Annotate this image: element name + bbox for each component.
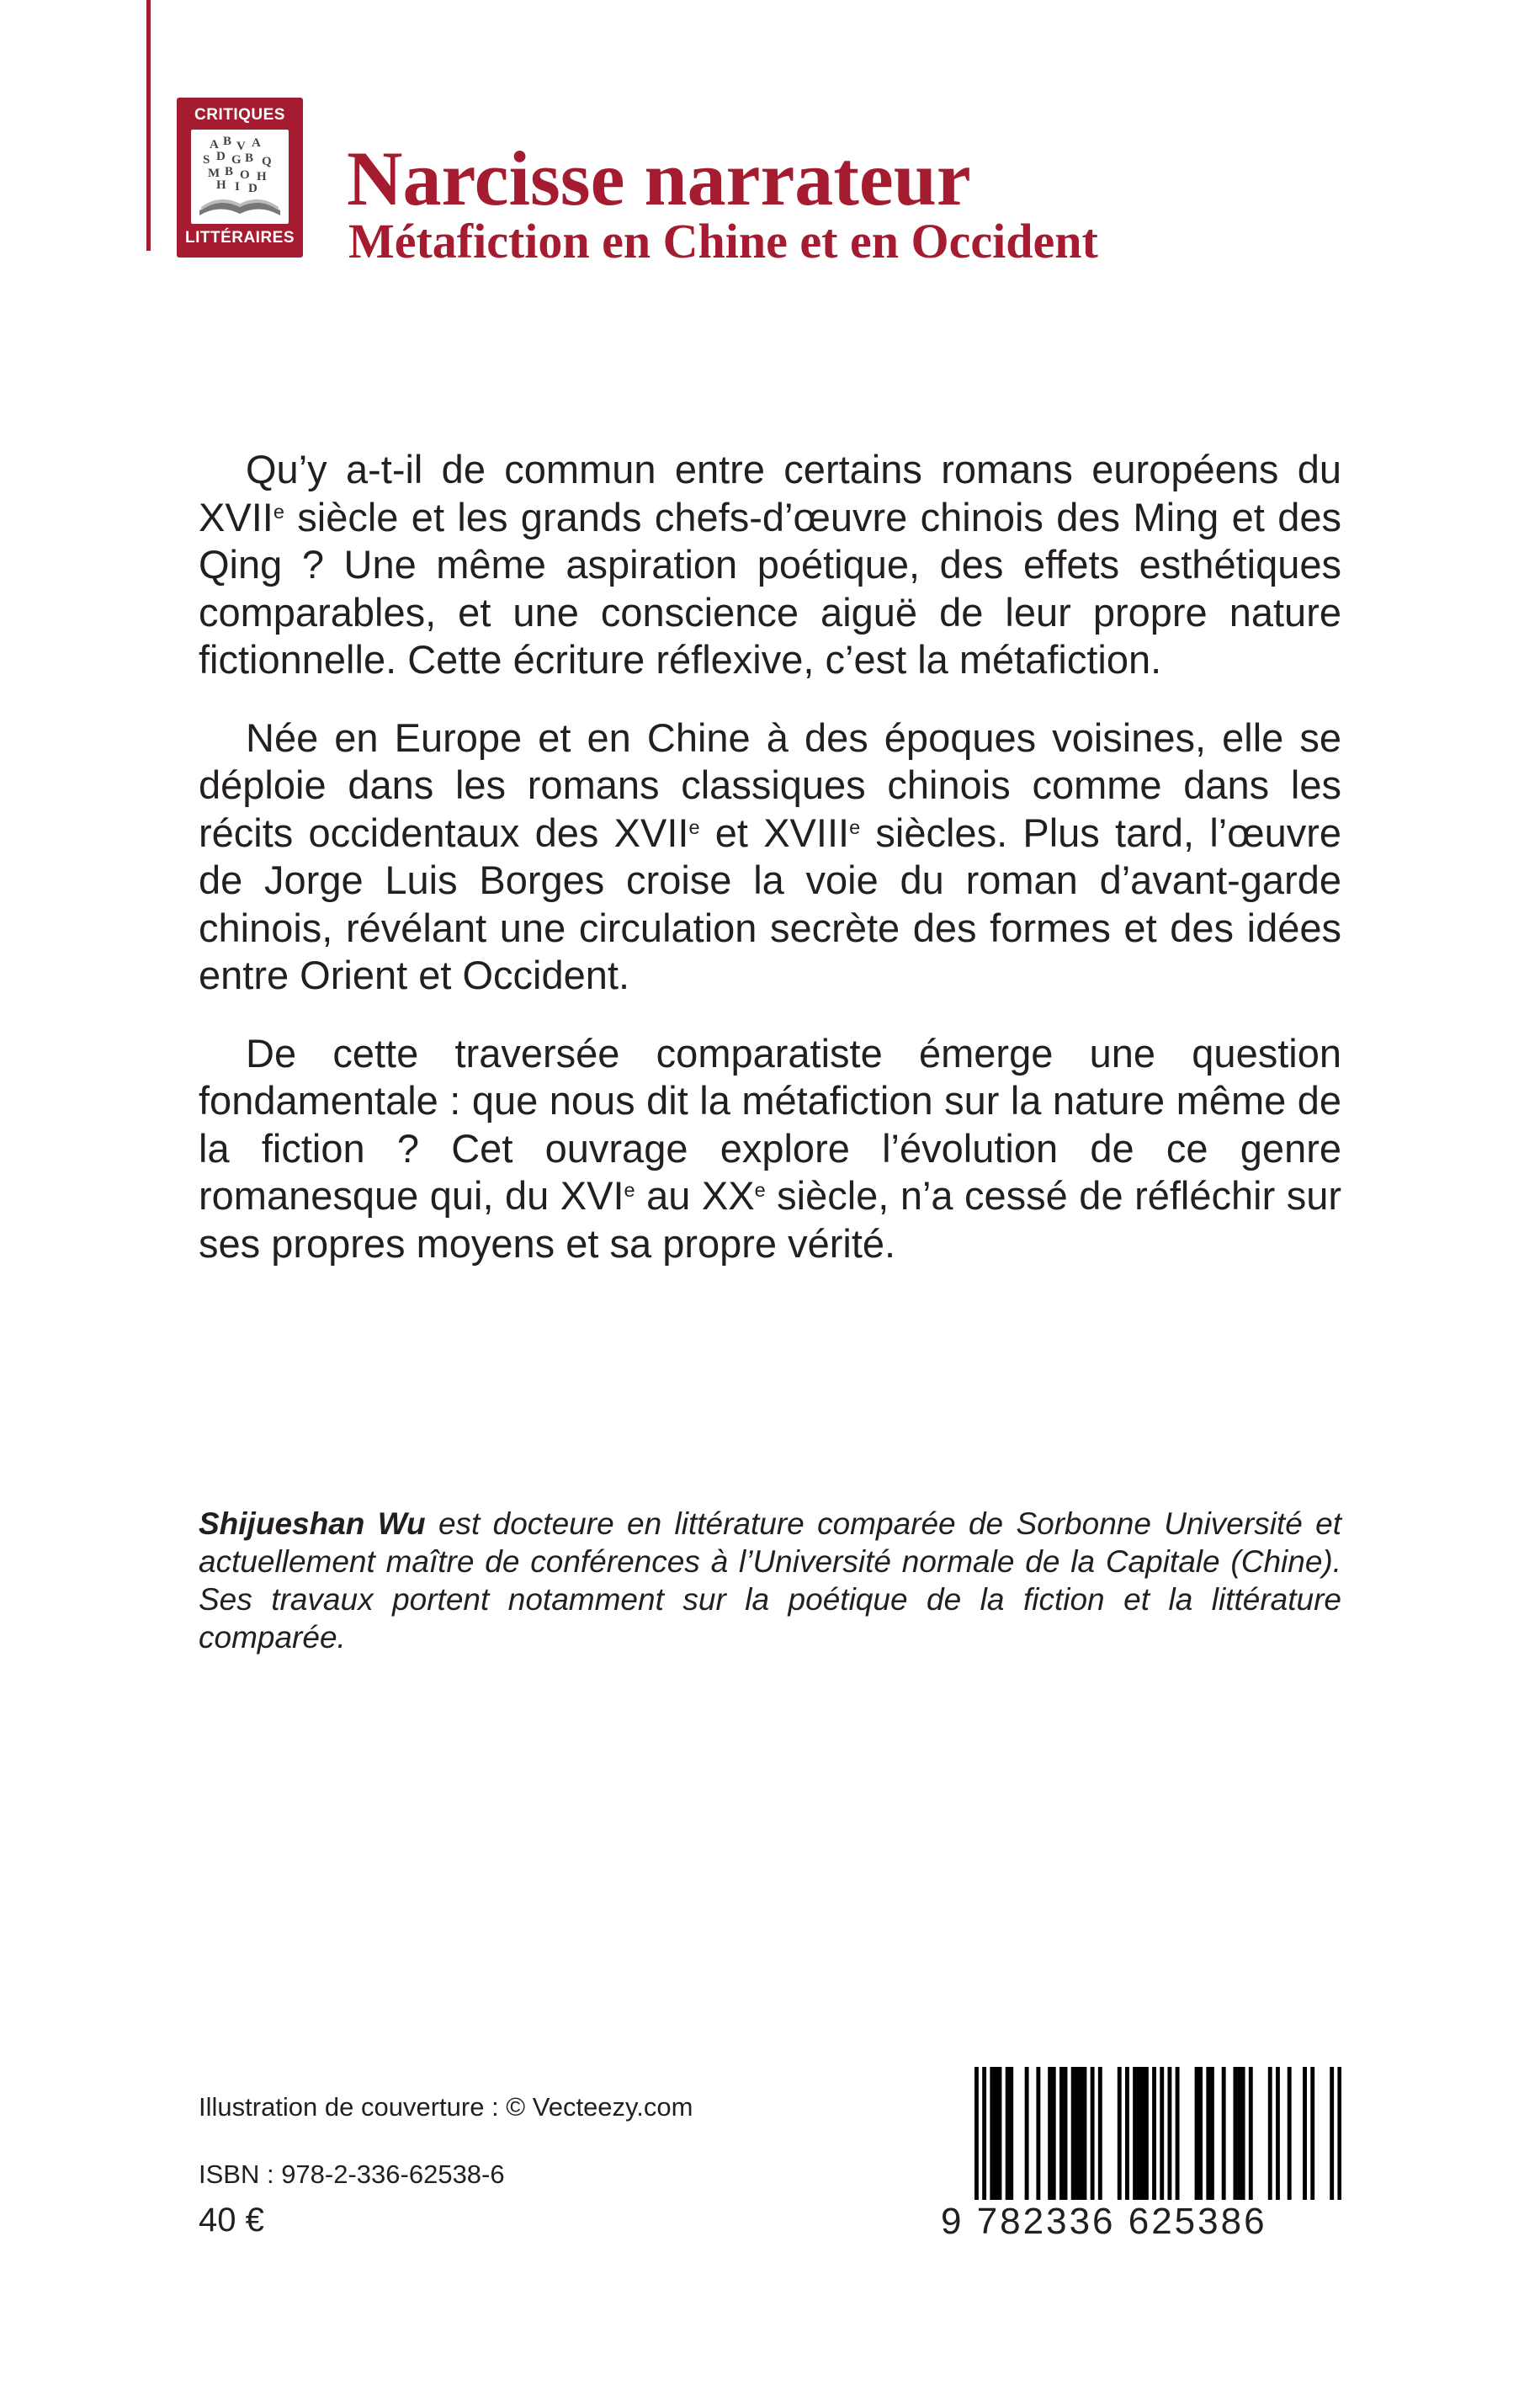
barcode-bar (994, 2067, 998, 2200)
blurb-paragraph-1: Qu’y a-t-il de commun entre certains romans européens du XVIIe siècle et les grands chefs-d’œuvre chinois des Ming et des Qing ? Une même aspiration poétique, des effets esthétiques comparables, et une conscience aiguë de leur propre nature fictionnelle. Cette écriture réflexive, c’est la métafiction. (199, 447, 1341, 682)
barcode-bar (1140, 2067, 1144, 2200)
blurb-paragraph-3: De cette traversée comparatiste émerge une question fondamentale : que nous dit la métafiction sur la nature même de la fiction ? Cet ouvrage explore l’évolution de ce genre romanesque qui, du XVIe au XXe siècle, n’a cessé de réfléchir sur ses propres moyens et sa propre vérité. (199, 1030, 1342, 1266)
barcode-bar (1025, 2067, 1029, 2200)
barcode-bar (1075, 2067, 1079, 2200)
price: 40 € (199, 2202, 264, 2239)
svg-text:D: D (216, 150, 226, 163)
barcode-bar (1052, 2067, 1056, 2200)
barcode-digits: 9 782336 625386 (941, 2201, 1267, 2242)
barcode-bar (1233, 2067, 1237, 2200)
svg-text:B: B (223, 135, 232, 148)
barcode-bar (982, 2067, 986, 2200)
barcode-bar (1152, 2067, 1156, 2200)
barcode-bar (1303, 2067, 1307, 2200)
barcode-bars (941, 2067, 1341, 2200)
barcode-bar (1237, 2067, 1241, 2200)
barcode-bar (1167, 2067, 1171, 2200)
svg-text:B: B (225, 165, 234, 178)
collection-name-line1: CRITIQUES (194, 106, 285, 124)
barcode-bar (1083, 2067, 1087, 2200)
barcode-bar (974, 2067, 979, 2200)
barcode-bar (1195, 2067, 1199, 2200)
author-bio-text: est docteure en littérature comparée de Sorbonne Université et actuellement maître de conférences à l’Université normale de la Capitale (Chine). Ses travaux portent notamment sur la poétique de la fiction et la littérature comparée. (199, 1506, 1341, 1655)
barcode-bar (1118, 2067, 1122, 2200)
svg-text:M: M (208, 167, 220, 180)
barcode-bar (1222, 2067, 1226, 2200)
barcode-bar (1198, 2067, 1203, 2200)
barcode-bar (1006, 2067, 1010, 2200)
barcode-bar (1268, 2067, 1272, 2200)
barcode-bar (1310, 2067, 1314, 2200)
book-title: Narcisse narrateur (347, 135, 971, 221)
barcode-bar (1064, 2067, 1068, 2200)
barcode-bar (1210, 2067, 1214, 2200)
barcode-bar (1144, 2067, 1149, 2200)
barcode-bar (1091, 2067, 1095, 2200)
barcode-bar (1009, 2067, 1013, 2200)
svg-text:H: H (216, 178, 226, 192)
cover-illustration-credit: Illustration de couverture : © Vecteezy.com (199, 2092, 693, 2122)
barcode-bar (1079, 2067, 1083, 2200)
barcode-bar (1337, 2067, 1341, 2200)
barcode-bar (1288, 2067, 1292, 2200)
barcode-bar (1160, 2067, 1164, 2200)
svg-text:I: I (235, 180, 240, 194)
barcode-bar (1071, 2067, 1075, 2200)
svg-text:A: A (210, 138, 219, 151)
barcode-bar (1176, 2067, 1180, 2200)
barcode-bar (1059, 2067, 1064, 2200)
svg-text:A: A (252, 136, 261, 150)
isbn: ISBN : 978-2-336-62538-6 (199, 2159, 505, 2189)
svg-text:H: H (257, 170, 267, 183)
barcode-bar (998, 2067, 1002, 2200)
barcode-bar (1249, 2067, 1253, 2200)
barcode-bar (1137, 2067, 1141, 2200)
svg-text:O: O (240, 168, 250, 182)
author-bio (199, 1505, 1341, 1656)
barcode-bar (1048, 2067, 1052, 2200)
back-cover-blurb (199, 446, 1341, 1298)
collection-logo (177, 98, 303, 258)
blurb-paragraph-2: Née en Europe et en Chine à des époques voisines, elle se déploie dans les romans classiques chinois comme dans les récits occidentaux des XVIIe et XVIIIe siècles. Plus tard, l’œuvre de Jorge Luis Borges croise la voie du roman d’avant-garde chinois, révélant une circulation secrète des formes et des idées entre Orient et Occident. (199, 714, 1342, 997)
svg-text:S: S (203, 153, 210, 167)
book-subtitle: Métafiction en Chine et en Occident (348, 214, 1098, 268)
ean13-barcode-icon (941, 2067, 1341, 2242)
svg-text:V: V (236, 140, 246, 153)
barcode-bar (1125, 2067, 1129, 2200)
barcode-bar (1276, 2067, 1280, 2200)
svg-text:Q: Q (262, 155, 272, 168)
author-name: Shijueshan Wu (199, 1506, 426, 1541)
barcode-bar (1330, 2067, 1334, 2200)
barcode-bar (1241, 2067, 1245, 2200)
svg-text:B: B (245, 151, 254, 165)
barcode-bar (1036, 2067, 1040, 2200)
svg-text:D: D (248, 182, 258, 195)
open-book-icon (191, 130, 289, 224)
barcode-bar (1206, 2067, 1210, 2200)
svg-text:G: G (231, 153, 242, 167)
barcode-bar (1133, 2067, 1137, 2200)
barcode-bar (1098, 2067, 1102, 2200)
spine-rule (146, 0, 151, 251)
collection-name-line2: LITTÉRAIRES (184, 229, 295, 247)
barcode-bar (990, 2067, 994, 2200)
